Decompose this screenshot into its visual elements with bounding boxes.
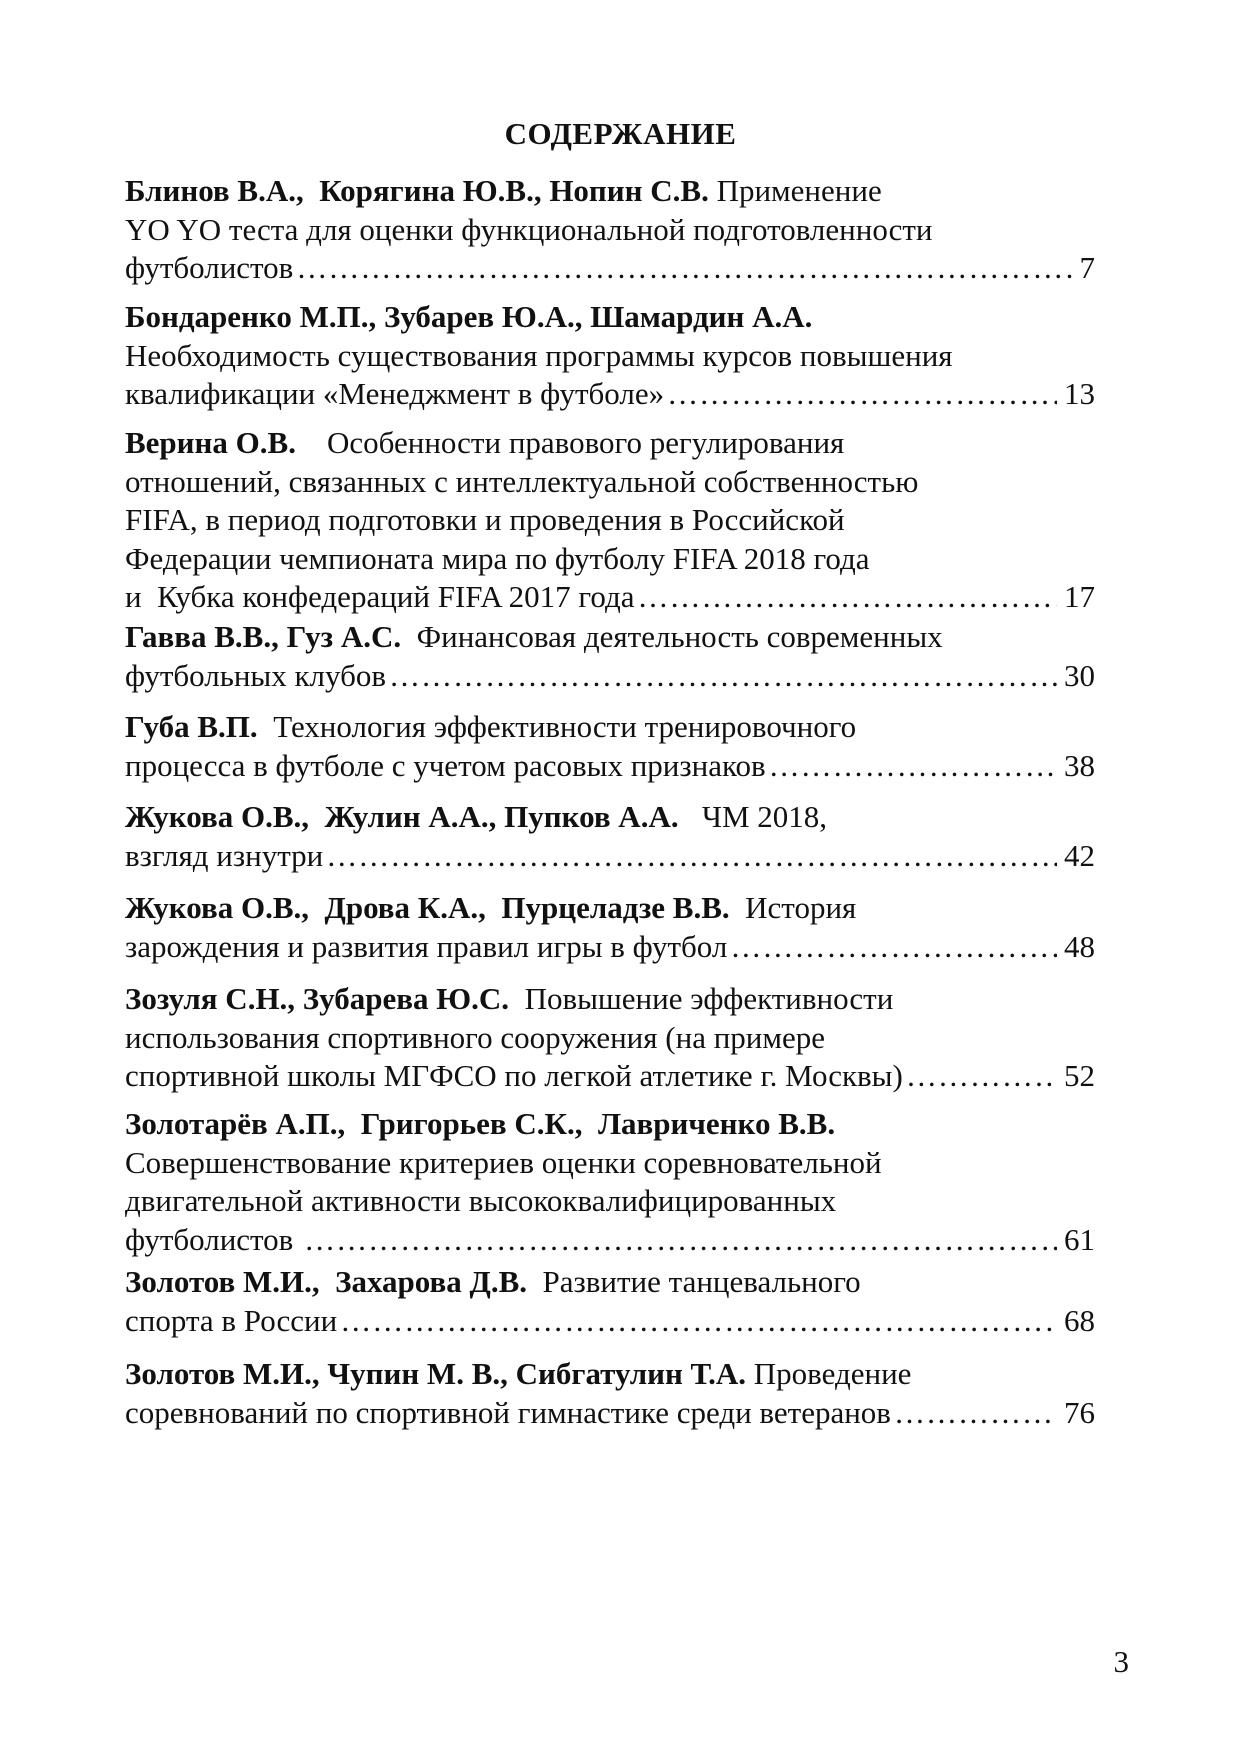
entry-title-line: использования спортивного сооружения (на примере [125,1019,826,1055]
toc-entry[interactable] [125,424,1095,617]
page-title: СОДЕРЖАНИЕ [504,116,737,151]
entry-title-line: FIFA, в период подготовки и проведения в Российской [125,502,845,537]
entry-page: 76 [1064,1394,1095,1430]
leader-dots [638,578,1058,617]
leader-dots [730,928,1057,967]
entry-authors: Золотарёв А.П., Григорьев С.К., Лавриченко В.В. [125,1106,836,1141]
entry-authors: Верина О.В. [125,425,296,460]
leader-dots [296,249,1072,288]
entry-title-last: футбольных клубов [125,657,387,693]
leader-dots [340,1302,1057,1341]
entry-title-last: спорта в России [125,1302,338,1338]
toc-entry[interactable] [125,1355,1095,1432]
entry-authors: Золотов М.И., Захарова Д.В. [125,1264,528,1299]
leader-dots [667,375,1057,414]
entry-authors: Золотов М.И., Чупин М. В., Сибгатулин Т.А. [125,1356,747,1391]
entry-page: 17 [1064,579,1095,614]
toc-entry[interactable] [125,1105,1095,1259]
entry-title: История [729,890,857,925]
toc-entry[interactable] [125,298,1095,414]
leader-dots [304,1221,1057,1260]
entry-title: Развитие танцевального [527,1264,861,1299]
entry-title-line: Федерации чемпионата мира по футболу FIFA 2018 года [125,540,870,576]
entry-title-last: соревнований по спортивной гимнастике среди ветеранов [125,1394,891,1430]
entry-title: Проведение [746,1356,912,1391]
entry-title-line: Необходимость существования программы курсов повышения [125,337,953,373]
entry-title-last: процесса в футболе с учетом расовых признаков [125,747,766,783]
entry-authors: Гавва В.В., Гуз А.С. [125,619,402,654]
entry-page: 68 [1064,1302,1095,1338]
toc-entry[interactable] [125,1263,1095,1340]
entry-title: Повышение эффективности [509,981,894,1016]
entry-title-last: квалификации «Менеджмент в футболе» [125,376,665,411]
leader-dots [326,837,1057,876]
entry-authors: Жукова О.В., Жулин А.А., Пупков А.А. [125,799,679,834]
entry-page: 13 [1064,376,1095,411]
entry-authors: Зозуля С.Н., Зубарева Ю.С. [125,981,510,1016]
entry-page: 38 [1064,747,1095,783]
entry-page: 7 [1079,250,1095,285]
entry-title-last: футболистов [125,1221,302,1257]
toc-entry[interactable] [125,798,1095,875]
entry-title-last: взгляд изнутри [125,837,324,873]
toc-entry[interactable] [125,172,1095,288]
entry-title: Технология эффективности тренировочного [257,709,857,744]
entry-title-last: спортивной школы МГФСО по легкой атлетике г. Москвы) [125,1058,903,1093]
leader-dots [769,747,1057,786]
leader-dots [906,1057,1057,1096]
entry-authors: Жукова О.В., Дрова К.А., Пурцеладзе В.В. [125,890,730,925]
entry-title: Применение [708,173,882,208]
entry-title-line: двигательной активности высококвалифицированных [125,1183,837,1218]
leader-dots [389,657,1057,696]
toc-entry[interactable] [125,889,1095,966]
entry-title: Особенности правового регулирования [295,425,845,460]
entry-title-last: футболистов [125,250,294,285]
toc-entry[interactable] [125,708,1095,785]
entry-title-last: зарождения и развития правил игры в футбол [125,928,728,964]
entry-page: 30 [1064,657,1095,693]
entry-page: 48 [1064,928,1095,964]
leader-dots [894,1394,1057,1433]
entry-title-line: YO YO теста для оценки функциональной подготовленности [125,211,933,247]
entry-page: 61 [1064,1221,1095,1257]
page-number: 3 [1113,1644,1129,1679]
entry-page: 42 [1064,837,1095,873]
entry-page: 52 [1064,1058,1095,1093]
entry-authors: Губа В.П. [125,709,258,744]
entry-title: Финансовая деятельность современных [401,619,943,654]
toc-entry[interactable] [125,618,1095,695]
entry-title-line: отношений, связанных с интеллектуальной собственностью [125,463,919,499]
entry-title-last: и Кубка конфедераций FIFA 2017 года [125,579,635,614]
toc-entry[interactable] [125,980,1095,1096]
entry-authors: Бондаренко М.П., Зубарев Ю.А., Шамардин А.А. [125,299,813,334]
entry-authors: Блинов В.А., Корягина Ю.В., Нопин С.В. [125,173,709,208]
entry-title-line: Совершенствование критериев оценки соревновательной [125,1144,882,1180]
entry-title: ЧМ 2018, [678,799,828,834]
